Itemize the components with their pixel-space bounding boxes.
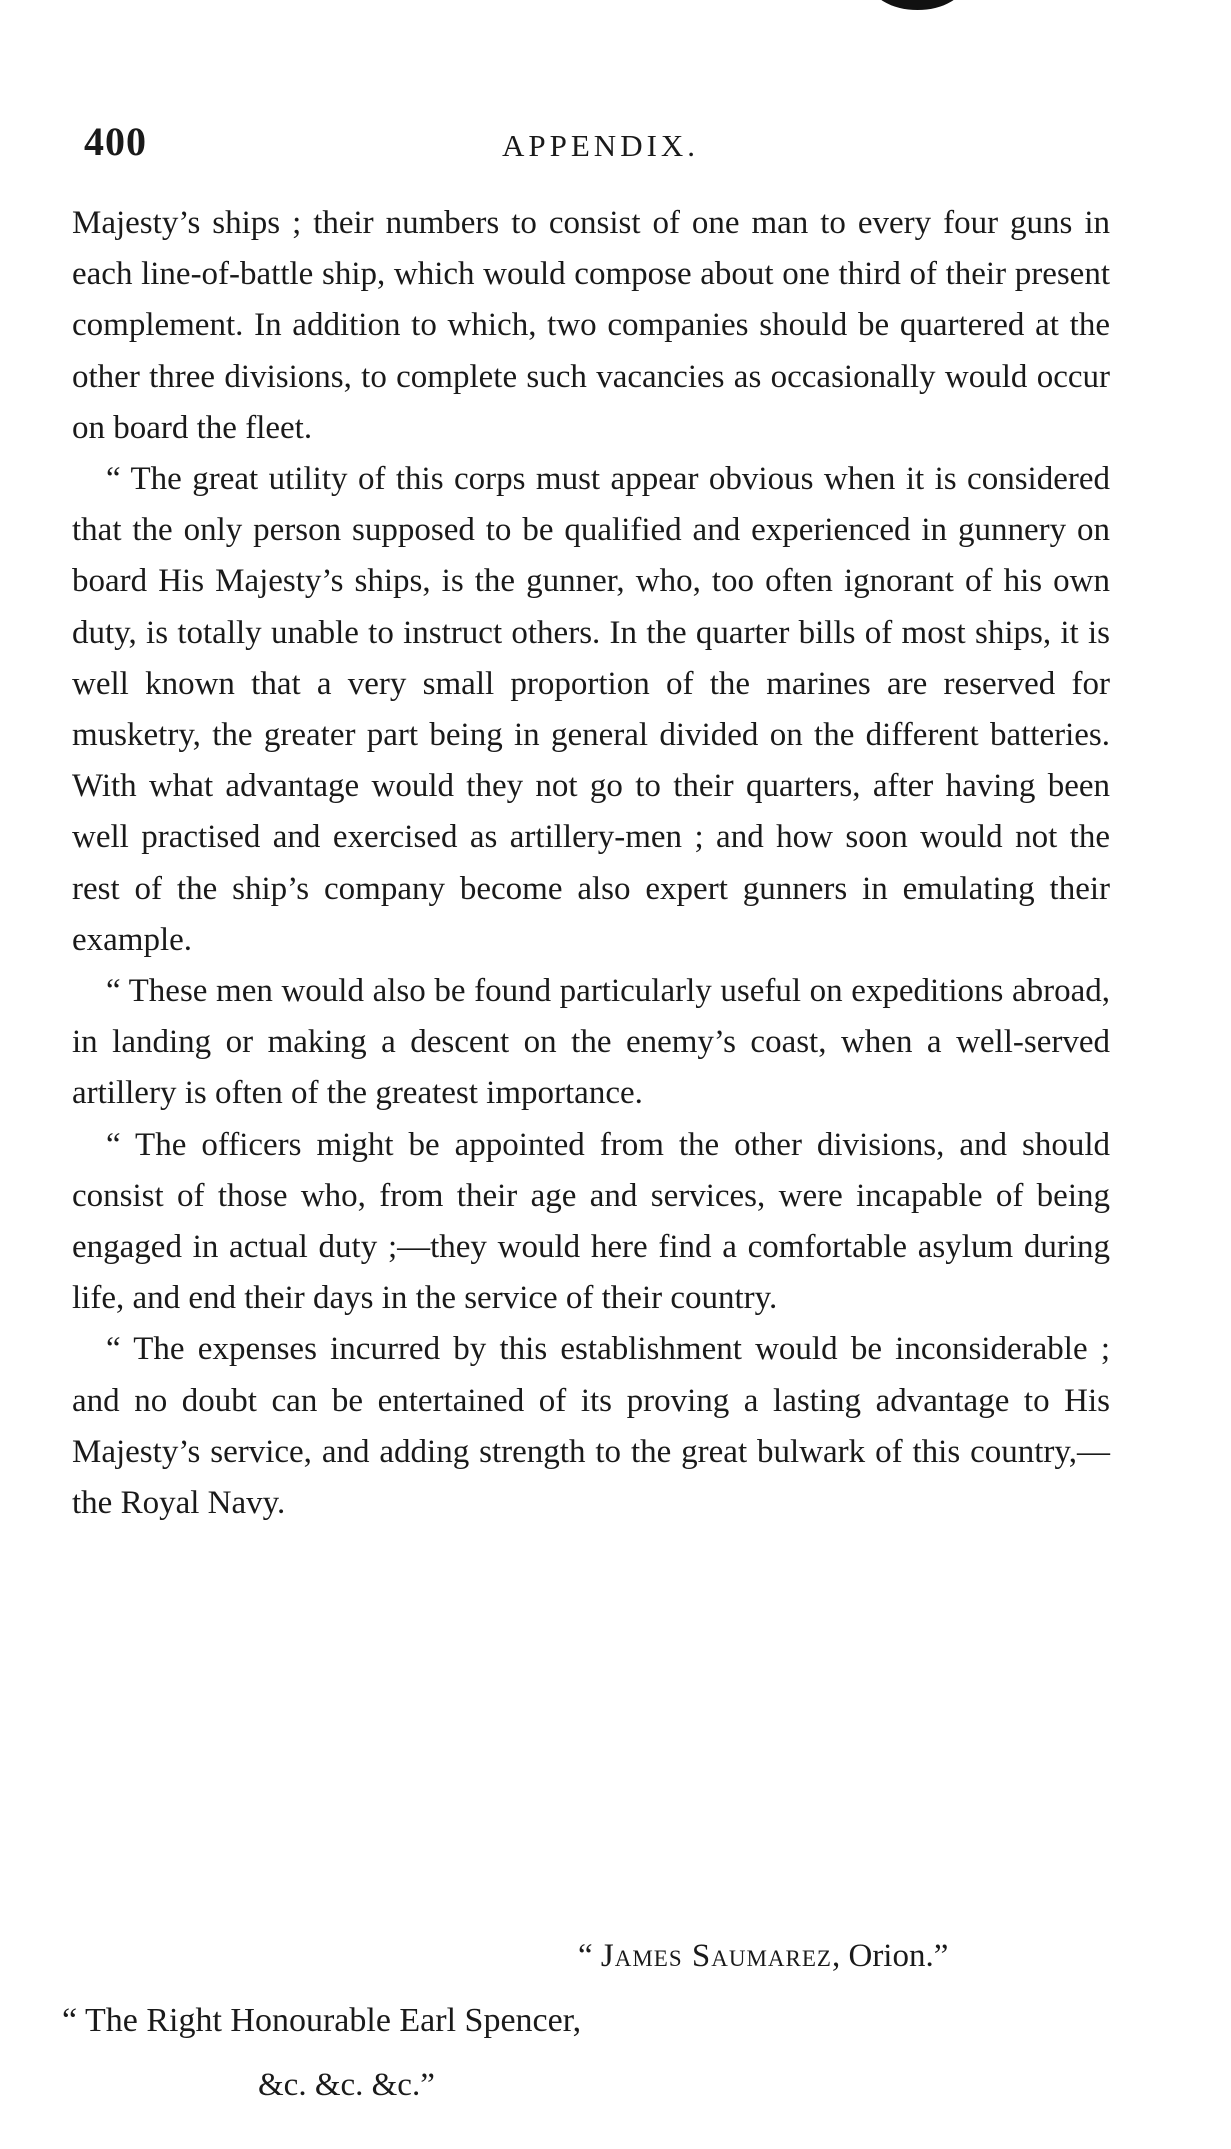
running-head: APPENDIX. [502,128,700,163]
page-header [84,118,1124,178]
addressee-etc: &c. &c. &c.” [258,2067,435,2103]
body-text [72,198,1110,1529]
signature-name: James Saumarez [600,1938,832,1974]
signature-open-quote: “ [578,1938,601,1974]
signature-ship: , Orion.” [831,1938,949,1974]
paragraph-utility: “ The great utility of this corps must appear obvious when it is considered that the only person supposed to be qualified and experienced in gunnery on board His Majesty’s ships, is the gunner, who, too often ignorant of his own duty, is totally unable to instruct others. In the quarter bills of most ships, it is well known that a very small proportion of the marines are reserved for musketry, the greater part being in general divided on the different batteries. With what advantage would they not go to their quarters, after having been well practised and exercised as artillery-men ; and how soon would not the rest of the ship’s company become also expert gunners in emulating their example. [72,461,1110,958]
paragraph-officers: “ The officers might be appointed from the other divisions, and should consist of those who, from their age and services, were incapable of being engaged in actual duty ;—they would here find a comfortable asylum during life, and end their days in the service of their country. [72,1126,1110,1317]
paragraph-expeditions: “ These men would also be found particularly useful on expeditions abroad, in landing or making a descent on the enemy’s coast, when a well-served artillery is often of the greatest importance. [72,973,1110,1112]
page-number: 400 [84,119,147,164]
addressee-line: “ The Right Honourable Earl Spencer, [62,2002,582,2039]
paragraph-continuation: Majesty’s ships ; their numbers to consist of one man to every four guns in each line-of-battle ship, which would compose about one third of their present complement. In addition to which, two companies should be quartered at the other three divisions, to complete such vacancies as occasionally would occur on board the fleet. [72,205,1110,446]
ink-blot [870,0,965,10]
paragraph-expenses: “ The expenses incurred by this establishment would be inconsiderable ; and no doubt can be entertained of its proving a lasting advantage to His Majesty’s service, and adding strength to the great bulwark of this country,— the Royal Navy. [72,1331,1110,1522]
signature-line [578,1938,948,1975]
